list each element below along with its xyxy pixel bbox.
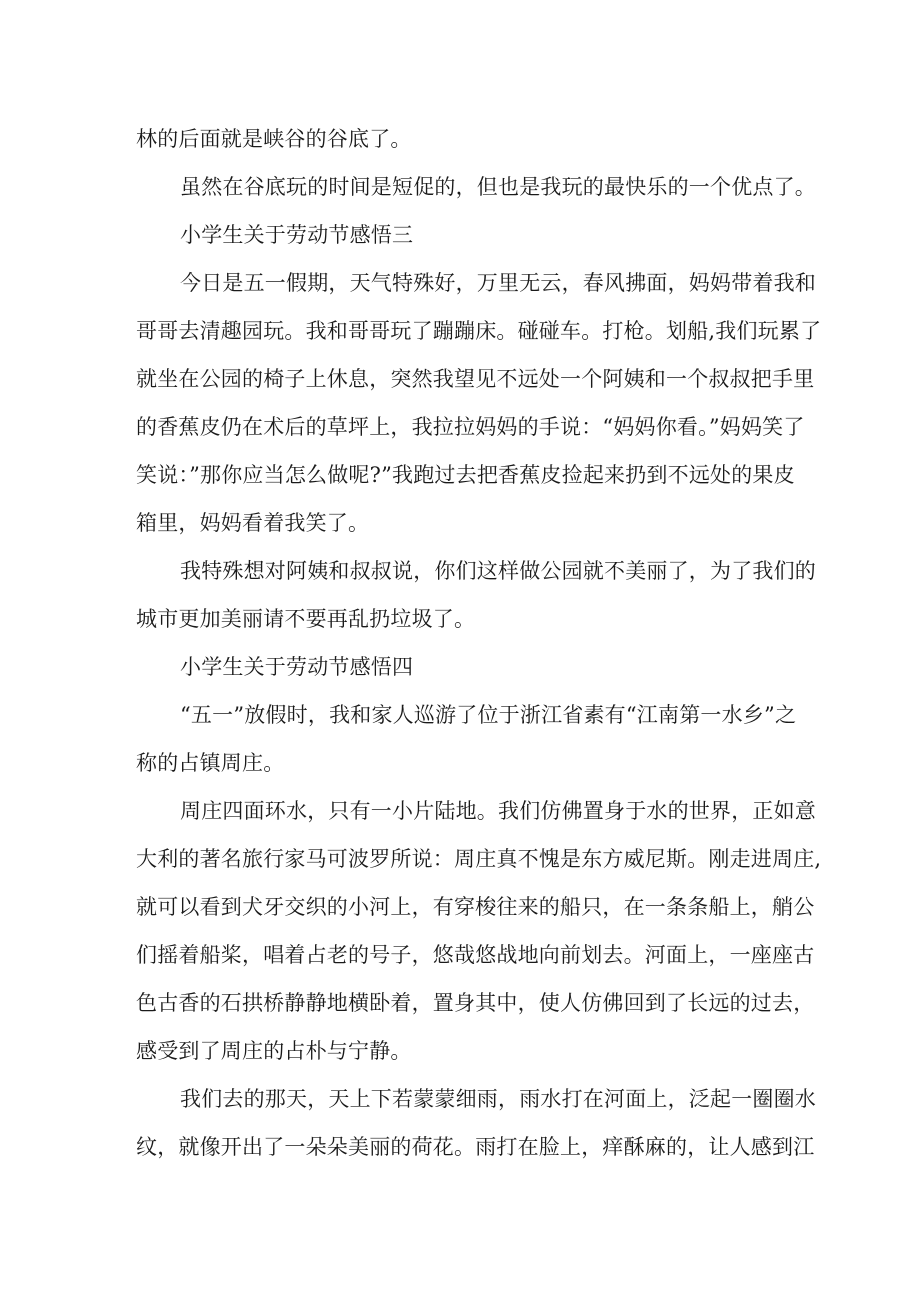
paragraph-line: “五一”放假时，我和家人巡游了位于浙江省素有“江南第一水乡”之 [180,703,797,727]
paragraph-line: 的香蕉皮仍在术后的草坪上，我拉拉妈妈的手说：“妈妈你看。”妈妈笑了 [136,415,805,439]
paragraph-line: 色古香的石拱桥静静地横卧着，置身其中，使人仿佛回到了长远的过去， [136,991,815,1015]
paragraph-line: 纹，就像开出了一朵朵美丽的荷花。雨打在脸上，痒酥麻的，让人感到江 [136,1135,815,1159]
paragraph-line: 们摇着船桨，唱着占老的号子，悠哉悠战地向前划去。河面上，一座座古 [136,943,815,967]
paragraph-line: 箱里，妈妈看着我笑了。 [136,511,370,535]
paragraph-line: 今日是五一假期，天气特殊好，万里无云，春风拂面，妈妈带着我和 [180,271,816,295]
section-heading: 小学生关于劳动节感悟四 [180,655,414,679]
paragraph-line: 称的占镇周庄。 [136,751,285,775]
paragraph-line: 周庄四面环水，只有一小片陆地。我们仿佛置身于水的世界，正如意 [180,799,816,823]
paragraph-line: 城市更加美丽请不要再乱扔垃圾了。 [136,607,476,631]
paragraph-line: 感受到了周庄的占朴与宁静。 [136,1039,412,1063]
paragraph-line: 我特殊想对阿姨和叔叔说，你们这样做公园就不美丽了，为了我们的 [180,559,816,583]
paragraph-line: 大利的著名旅行家马可波罗所说：周庄真不愧是东方威尼斯。刚走进周庄, [136,847,822,871]
paragraph-line: 林的后面就是峡谷的谷底了。 [136,127,412,151]
paragraph-line: 虽然在谷底玩的时间是短促的，但也是我玩的最快乐的一个优点了。 [180,175,816,199]
section-heading: 小学生关于劳动节感悟三 [180,223,414,247]
paragraph-line: 我们去的那天，天上下若蒙蒙细雨，雨水打在河面上，泛起一圈圈水 [180,1087,816,1111]
paragraph-line: 就坐在公园的椅子上休息，突然我望见不远处一个阿姨和一个叔叔把手里 [136,367,815,391]
paragraph-line: 笑说：”那你应当怎么做呢?”我跑过去把香蕉皮捡起来扔到不远处的果皮 [136,463,795,487]
paragraph-line: 就可以看到犬牙交织的小河上，有穿梭往来的船只，在一条条船上，艄公 [136,895,815,919]
paragraph-line: 哥哥去清趣园玩。我和哥哥玩了蹦蹦床。碰碰车。打枪。划船,我们玩累了 [136,319,822,343]
